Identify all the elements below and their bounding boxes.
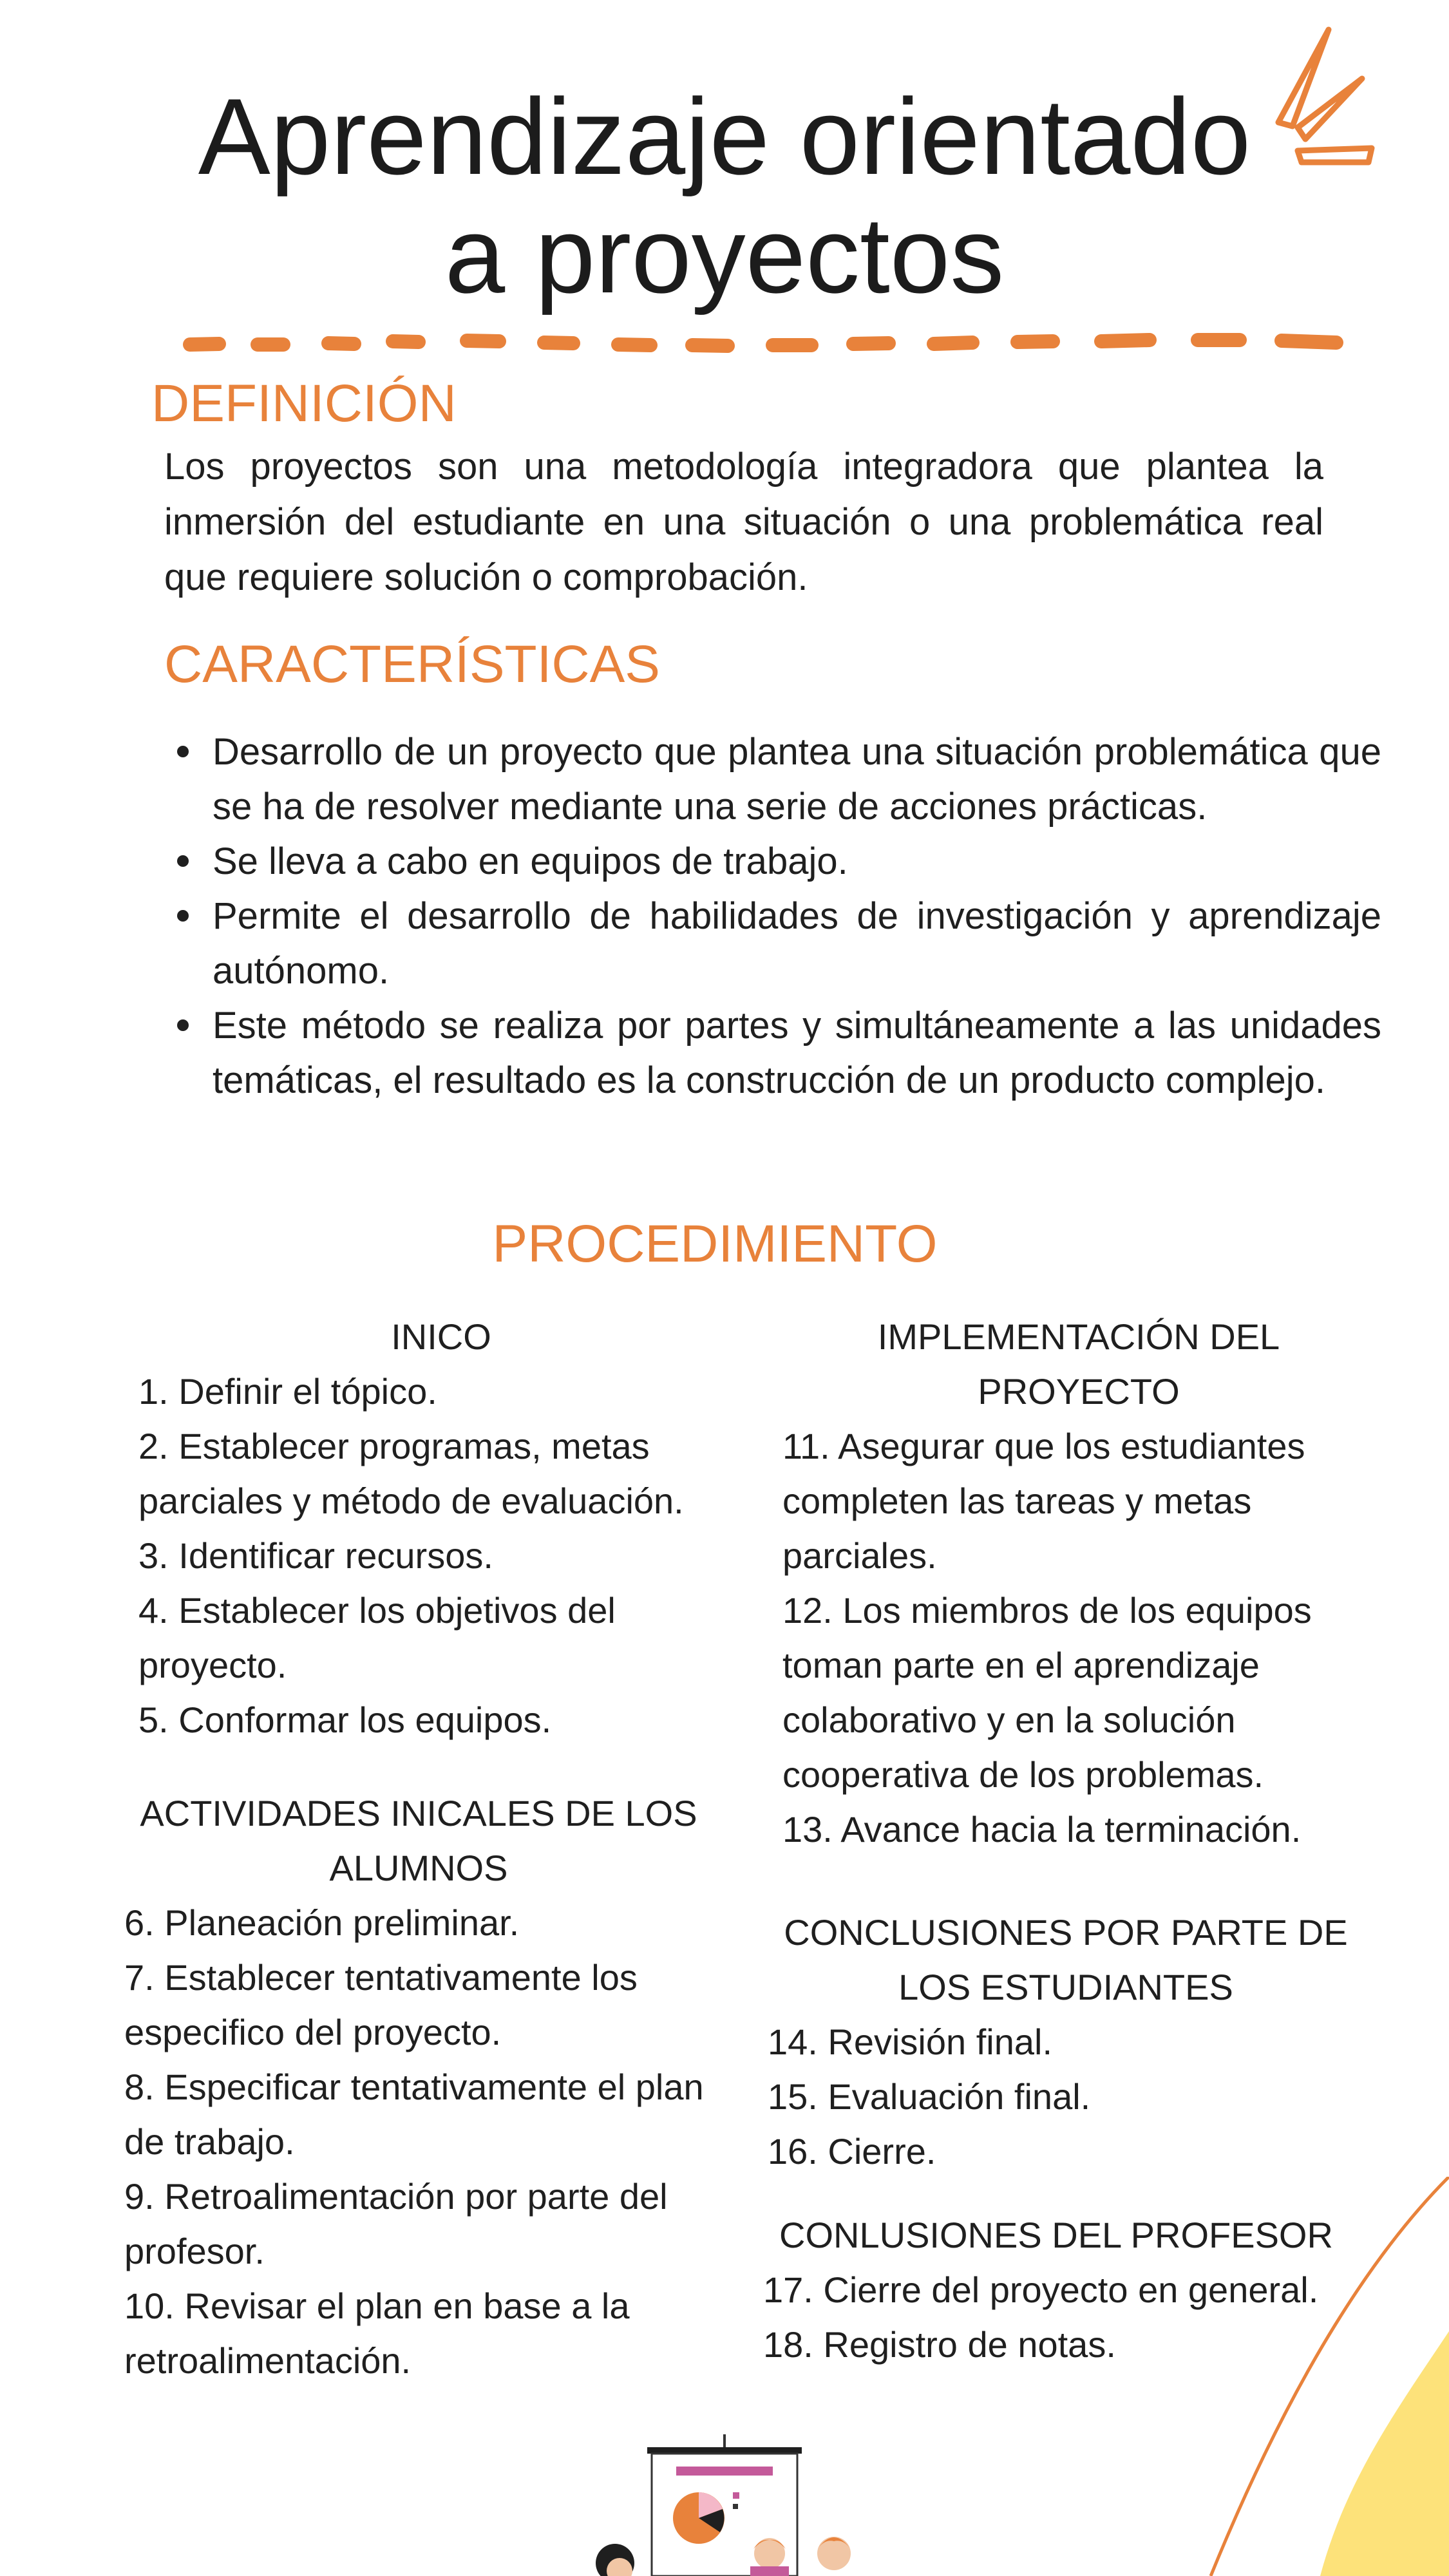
list-item: 5. Conformar los equipos.	[138, 1700, 552, 1740]
definition-text: Los proyectos son una metodología integradora que plantea la inmersión del estudiante en una situación o una problemática real que requiere solución o comprobación.	[164, 446, 1323, 598]
student-conclusions-heading: CONCLUSIONES POR PARTE DE LOS ESTUDIANTES	[784, 1912, 1348, 2007]
dashed-divider	[180, 325, 1352, 364]
page-title	[0, 77, 1449, 314]
page-title-line2: a proyectos	[444, 194, 1005, 316]
start-heading: INICO	[391, 1316, 491, 1357]
list-item: Desarrollo de un proyecto que plantea una situación problemática que se ha de resolver mediante una serie de acciones prácticas.	[213, 724, 1381, 834]
burst-decoration-icon	[1259, 19, 1388, 174]
list-item: 16. Cierre.	[768, 2131, 936, 2172]
list-item: 3. Identificar recursos.	[138, 1535, 493, 1576]
procedure-heading: PROCEDIMIENTO	[492, 1215, 938, 1273]
corner-decoration	[1185, 2177, 1449, 2576]
list-item: 12. Los miembros de los equipos toman parte en el aprendizaje colaborativo y en la solución cooperativa de los problemas.	[782, 1590, 1312, 1795]
list-item: 11. Asegurar que los estudiantes completen las tareas y metas parciales.	[782, 1426, 1305, 1576]
list-item: 4. Establecer los objetivos del proyecto.	[138, 1590, 616, 1685]
list-item: 7. Establecer tentativamente los especifico del proyecto.	[124, 1957, 638, 2052]
implementation-steps	[782, 1419, 1362, 1857]
list-item: Se lleva a cabo en equipos de trabajo.	[213, 834, 1381, 889]
list-item: 6. Planeación preliminar.	[124, 1902, 520, 1943]
characteristics-list	[161, 724, 1381, 1108]
activities-heading: ACTIVIDADES INICALES DE LOS ALUMNOS	[140, 1793, 697, 1888]
list-item: 1. Definir el tópico.	[138, 1371, 437, 1412]
page-title-line1: Aprendizaje orientado	[198, 76, 1251, 197]
list-item: Permite el desarrollo de habilidades de investigación y aprendizaje autónomo.	[213, 889, 1381, 998]
list-item: 13. Avance hacia la terminación.	[782, 1809, 1302, 1850]
list-item: 18. Registro de notas.	[763, 2324, 1116, 2365]
teacher-conclusions-heading: CONLUSIONES DEL PROFESOR	[779, 2215, 1333, 2255]
activities-steps	[124, 1895, 704, 2388]
presentation-illustration-icon	[580, 2428, 869, 2576]
list-item: 15. Evaluación final.	[768, 2076, 1091, 2117]
student-conclusions-steps	[768, 2014, 1347, 2179]
implementation-heading: IMPLEMENTACIÓN DEL PROYECTO	[877, 1316, 1280, 1412]
list-item: 17. Cierre del proyecto en general.	[763, 2269, 1319, 2310]
list-item: 10. Revisar el plan en base a la retroalimentación.	[124, 2286, 630, 2381]
list-item: 14. Revisión final.	[768, 2022, 1053, 2062]
start-steps	[138, 1364, 763, 1747]
list-item: 2. Establecer programas, metas parciales y método de evaluación.	[138, 1426, 684, 1521]
list-item: 8. Especificar tentativamente el plan de trabajo.	[124, 2067, 704, 2162]
characteristics-heading: CARACTERÍSTICAS	[164, 635, 660, 694]
list-item: Este método se realiza por partes y simultáneamente a las unidades temáticas, el resultado es la construcción de un producto complejo.	[213, 998, 1381, 1108]
definition-heading: DEFINICIÓN	[151, 374, 457, 433]
list-item: 9. Retroalimentación por parte del profesor.	[124, 2176, 668, 2271]
